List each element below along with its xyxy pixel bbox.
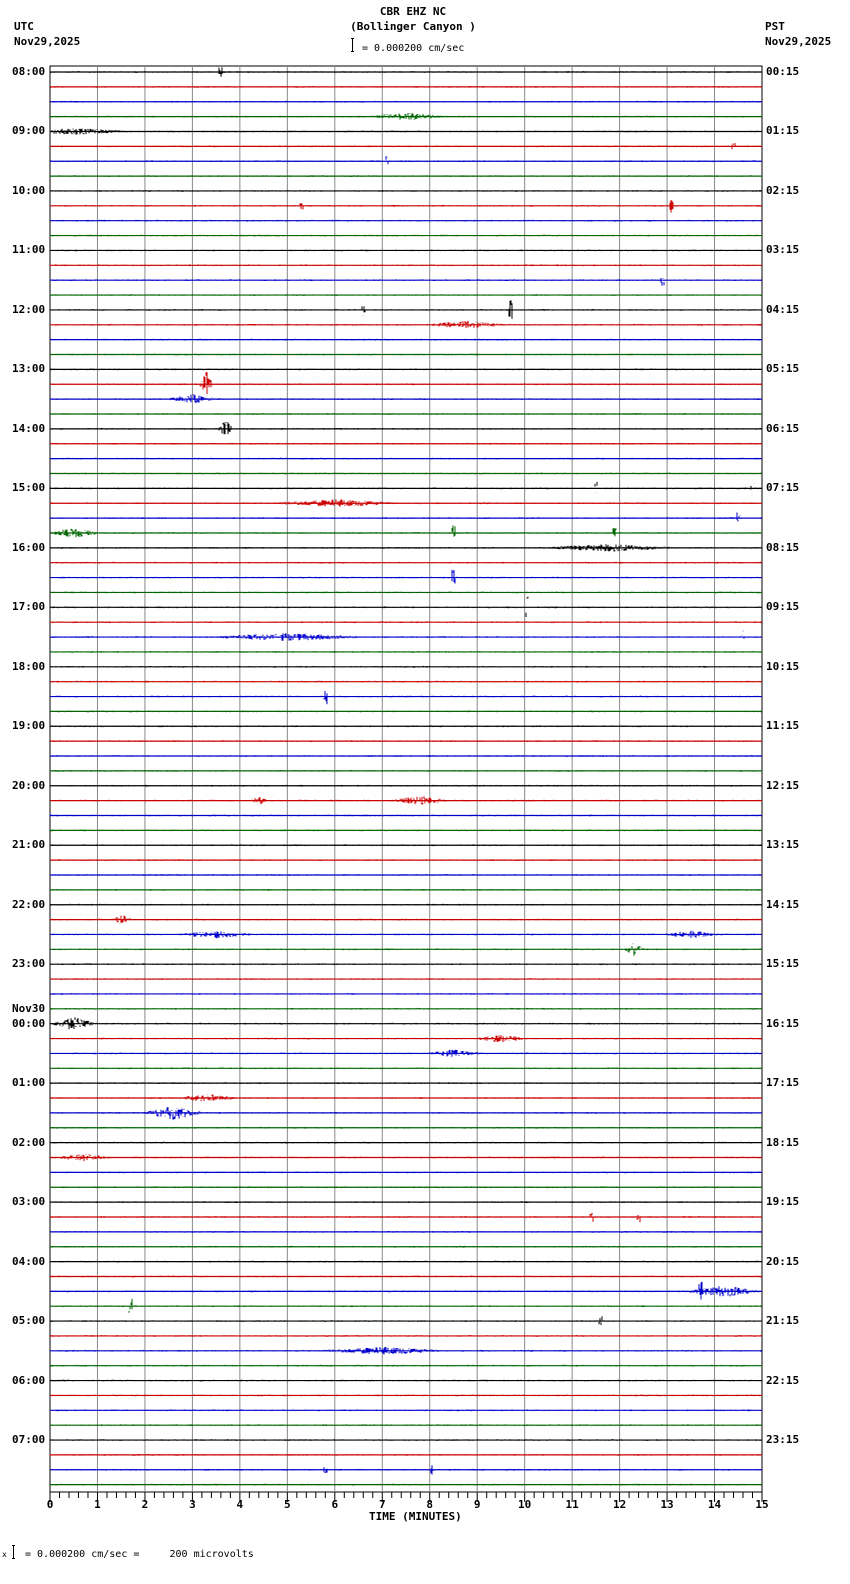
x-tick-label: 0 xyxy=(46,1498,54,1511)
scale-text: = 0.000200 cm/sec xyxy=(362,43,465,54)
trace-row xyxy=(50,1142,762,1144)
trace-row xyxy=(50,443,762,445)
trace-row xyxy=(50,1035,762,1042)
trace-row xyxy=(50,544,762,551)
utc-hour-label: 08:00 xyxy=(12,65,46,78)
pst-date: Nov29,2025 xyxy=(765,35,832,48)
utc-hour-label: 04:00 xyxy=(12,1254,46,1268)
pst-hour-label: 04:15 xyxy=(766,302,800,316)
utc-hour-label: 06:00 xyxy=(12,1373,46,1387)
trace-row xyxy=(50,815,762,817)
trace-row xyxy=(50,1067,762,1069)
trace-row xyxy=(50,993,762,995)
trace-row xyxy=(50,666,762,668)
trace-row xyxy=(50,422,762,434)
trace-row xyxy=(50,264,762,266)
trace-row xyxy=(50,86,762,88)
trace-row xyxy=(50,300,762,319)
trace-row xyxy=(50,1276,762,1278)
pst-hour-label: 07:15 xyxy=(766,481,800,495)
trace-row xyxy=(50,755,762,757)
utc-hour-label: 10:00 xyxy=(12,183,46,197)
x-tick-label: 3 xyxy=(189,1498,196,1511)
utc-hour-label: 13:00 xyxy=(12,362,46,376)
trace-row xyxy=(50,931,762,939)
utc-hour-label: 05:00 xyxy=(12,1314,46,1328)
utc-hour-label: 21:00 xyxy=(12,838,46,852)
trace-row xyxy=(50,597,762,617)
trace-row xyxy=(50,372,762,394)
trace-row xyxy=(50,200,762,213)
trace-row xyxy=(50,473,762,475)
trace-row xyxy=(50,1454,762,1456)
trace-row xyxy=(50,1316,762,1325)
footer-scale-bar-icon xyxy=(12,1545,15,1559)
trace-row xyxy=(50,1107,762,1120)
trace-row xyxy=(50,681,762,683)
trace-row xyxy=(50,1050,762,1057)
trace-row xyxy=(50,1365,762,1367)
trace-row xyxy=(50,963,762,965)
trace-row xyxy=(50,321,762,328)
trace-row xyxy=(50,482,762,496)
x-tick-label: 1 xyxy=(94,1498,101,1511)
trace-row xyxy=(50,631,762,641)
trace-row xyxy=(50,250,762,252)
trace-row xyxy=(50,413,762,415)
x-tick-label: 9 xyxy=(473,1498,481,1511)
x-tick-label: 7 xyxy=(378,1498,386,1511)
utc-hour-label: 00:00 xyxy=(12,1016,46,1030)
pst-hour-label: 06:15 xyxy=(766,421,800,435)
pst-hour-label: 02:15 xyxy=(766,183,800,197)
trace-row xyxy=(50,458,762,460)
trace-row xyxy=(50,190,762,192)
trace-row xyxy=(50,1439,762,1441)
x-tick-label: 11 xyxy=(565,1498,579,1511)
pst-hour-label: 03:15 xyxy=(766,243,800,257)
trace-row xyxy=(50,1082,762,1084)
trace-row xyxy=(50,796,762,805)
pst-hour-label: 17:15 xyxy=(766,1076,800,1090)
pst-hour-label: 19:15 xyxy=(766,1195,800,1209)
x-tick-label: 8 xyxy=(426,1498,434,1511)
trace-row xyxy=(50,235,762,237)
pst-hour-label: 01:15 xyxy=(766,124,800,138)
trace-row xyxy=(50,874,762,876)
x-tick-label: 12 xyxy=(612,1498,627,1511)
pst-hour-label: 22:15 xyxy=(766,1373,800,1387)
station-location: (Bollinger Canyon ) xyxy=(350,20,476,33)
pst-hour-label: 14:15 xyxy=(766,897,800,911)
trace-row xyxy=(50,651,762,653)
trace-row xyxy=(50,1380,762,1382)
utc-hour-label: 03:00 xyxy=(12,1195,46,1209)
trace-row xyxy=(50,67,762,77)
trace-row xyxy=(50,889,762,891)
trace-row xyxy=(50,944,762,956)
trace-row xyxy=(50,1484,762,1486)
trace-row xyxy=(50,1127,762,1129)
trace-row xyxy=(50,1095,762,1102)
utc-hour-label: 09:00 xyxy=(12,124,46,138)
trace-row xyxy=(50,1282,762,1300)
utc-hour-label: 11:00 xyxy=(12,243,46,257)
trace-row xyxy=(50,859,762,861)
station-title: CBR EHZ NC xyxy=(379,5,447,18)
pst-hour-label: 12:15 xyxy=(766,778,800,792)
trace-row xyxy=(50,1231,762,1233)
trace-row xyxy=(50,1172,762,1174)
utc-hour-label: 18:00 xyxy=(12,659,46,673)
trace-row xyxy=(50,1299,762,1313)
trace-row xyxy=(50,1201,762,1203)
trace-row xyxy=(50,339,762,341)
trace-row xyxy=(50,1335,762,1337)
trace-row xyxy=(50,740,762,742)
x-tick-label: 4 xyxy=(236,1498,244,1511)
x-tick-label: 2 xyxy=(141,1498,149,1511)
trace-row xyxy=(50,294,762,296)
trace-row xyxy=(50,570,762,584)
trace-row xyxy=(50,354,762,356)
pst-hour-label: 05:15 xyxy=(766,362,800,376)
trace-row xyxy=(50,499,762,506)
trace-row xyxy=(50,156,762,164)
trace-row xyxy=(50,175,762,177)
utc-hour-label: 01:00 xyxy=(12,1076,46,1090)
x-tick-label: 14 xyxy=(707,1498,722,1511)
utc-hour-label: 17:00 xyxy=(12,600,46,614)
trace-row xyxy=(50,830,762,832)
utc-hour-label: 19:00 xyxy=(12,719,46,733)
trace-row xyxy=(50,1261,762,1263)
trace-row xyxy=(50,1465,762,1474)
trace-row xyxy=(50,513,762,522)
pst-hour-label: 09:15 xyxy=(766,600,800,614)
utc-label: UTC xyxy=(14,20,34,33)
pst-hour-label: 23:15 xyxy=(766,1433,800,1447)
trace-row xyxy=(50,1154,762,1161)
trace-row xyxy=(50,1213,762,1222)
pst-hour-label: 00:15 xyxy=(766,65,800,78)
trace-row xyxy=(50,844,762,846)
utc-hour-label: 02:00 xyxy=(12,1135,46,1149)
trace-row xyxy=(50,691,762,704)
trace-row xyxy=(50,1409,762,1411)
pst-hour-label: 13:15 xyxy=(766,838,800,852)
utc-hour-label: 22:00 xyxy=(12,897,46,911)
trace-row xyxy=(50,916,762,924)
trace-row xyxy=(50,113,762,120)
x-tick-label: 6 xyxy=(331,1498,339,1511)
x-tick-label: 5 xyxy=(284,1498,291,1511)
trace-row xyxy=(50,278,762,286)
trace-row xyxy=(50,1347,762,1355)
trace-row xyxy=(50,101,762,103)
trace-row xyxy=(50,770,762,772)
pst-hour-label: 15:15 xyxy=(766,957,800,971)
pst-hour-label: 10:15 xyxy=(766,659,800,673)
utc-hour-label: 07:00 xyxy=(12,1433,46,1447)
trace-row xyxy=(50,1186,762,1188)
pst-hour-label: 18:15 xyxy=(766,1135,800,1149)
trace-row xyxy=(50,592,762,594)
trace-row xyxy=(50,1246,762,1248)
trace-row xyxy=(50,711,762,713)
pst-hour-label: 21:15 xyxy=(766,1314,800,1328)
pst-hour-label: 11:15 xyxy=(766,719,800,733)
footer-scale-note: = 0.000200 cm/sec = 200 microvolts xyxy=(25,1549,254,1560)
trace-row xyxy=(50,562,762,564)
trace-row xyxy=(50,525,762,537)
date-label: Nov30 xyxy=(12,1001,46,1015)
utc-hour-label: 23:00 xyxy=(12,957,46,971)
trace-row xyxy=(50,1008,762,1010)
trace-row xyxy=(50,785,762,787)
utc-hour-label: 12:00 xyxy=(12,302,46,316)
trace-row xyxy=(50,725,762,727)
trace-row xyxy=(50,220,762,222)
x-tick-label: 13 xyxy=(660,1498,674,1511)
utc-hour-label: 16:00 xyxy=(12,540,46,554)
trace-row xyxy=(50,621,762,623)
trace-row xyxy=(50,904,762,906)
pst-hour-label: 20:15 xyxy=(766,1254,800,1268)
utc-hour-label: 15:00 xyxy=(12,481,46,495)
trace-row xyxy=(50,394,762,403)
pst-label: PST xyxy=(765,20,785,33)
pst-hour-label: 08:15 xyxy=(766,540,800,554)
utc-hour-label: 14:00 xyxy=(12,421,46,435)
trace-row xyxy=(50,978,762,980)
trace-row xyxy=(50,1395,762,1397)
x-axis-label: TIME (MINUTES) xyxy=(369,1510,462,1523)
footer-prefix: x xyxy=(2,1550,7,1559)
trace-row xyxy=(50,1017,762,1029)
trace-row xyxy=(50,129,762,135)
x-tick-label: 10 xyxy=(518,1498,532,1511)
x-tick-label: 15 xyxy=(755,1498,769,1511)
trace-row xyxy=(50,369,762,371)
trace-row xyxy=(50,143,762,149)
utc-hour-label: 20:00 xyxy=(12,778,46,792)
trace-row xyxy=(50,1424,762,1426)
utc-date: Nov29,2025 xyxy=(14,35,81,48)
pst-hour-label: 16:15 xyxy=(766,1016,800,1030)
